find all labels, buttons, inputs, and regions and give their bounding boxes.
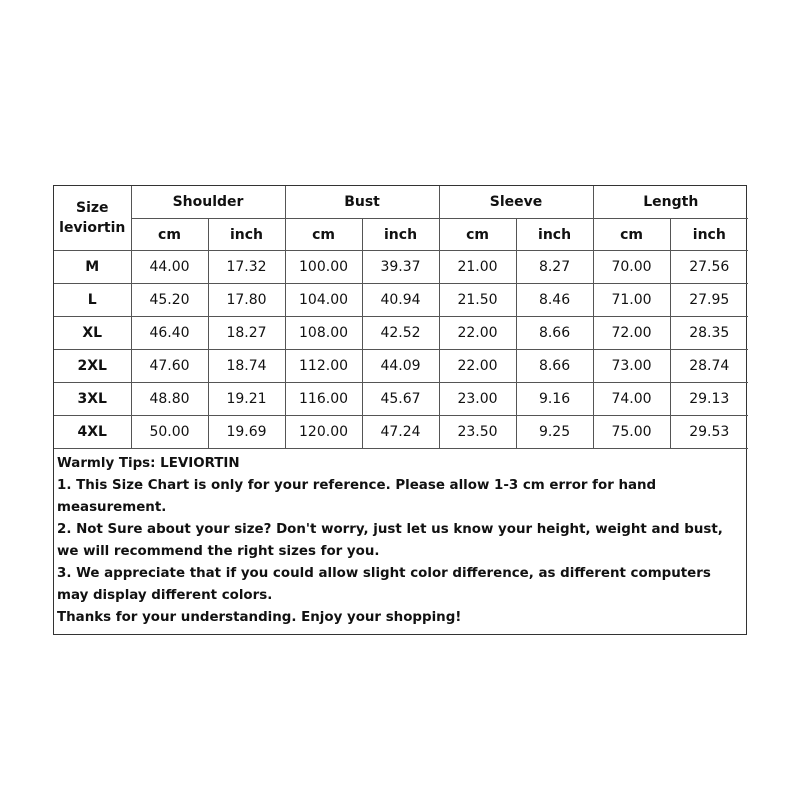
group-header-sleeve: Sleeve xyxy=(439,186,593,219)
value-cell: 45.67 xyxy=(362,383,439,416)
table-row xyxy=(54,383,748,416)
table-row xyxy=(54,350,748,383)
tips-title: Warmly Tips: LEVIORTIN xyxy=(57,456,240,471)
unit-header: cm xyxy=(439,219,516,251)
value-cell: 8.27 xyxy=(516,251,593,284)
value-cell: 42.52 xyxy=(362,317,439,350)
value-cell: 8.66 xyxy=(516,317,593,350)
value-cell: 29.53 xyxy=(670,416,748,449)
value-cell: 70.00 xyxy=(593,251,670,284)
value-cell: 40.94 xyxy=(362,284,439,317)
table-row xyxy=(54,416,748,449)
value-cell: 27.95 xyxy=(670,284,748,317)
value-cell: 116.00 xyxy=(285,383,362,416)
value-cell: 23.50 xyxy=(439,416,516,449)
value-cell: 22.00 xyxy=(439,350,516,383)
group-header-shoulder: Shoulder xyxy=(131,186,285,219)
header-row-units xyxy=(54,219,748,251)
size-chart xyxy=(53,185,747,635)
value-cell: 71.00 xyxy=(593,284,670,317)
tip-line: 2. Not Sure about your size? Don't worry, just let us know your height, weight and bust, we will recommend the right sizes for you. xyxy=(57,522,723,559)
value-cell: 23.00 xyxy=(439,383,516,416)
value-cell: 72.00 xyxy=(593,317,670,350)
value-cell: 112.00 xyxy=(285,350,362,383)
size-column-header xyxy=(54,186,131,251)
tips-section xyxy=(54,449,746,634)
size-table xyxy=(54,186,748,449)
value-cell: 50.00 xyxy=(131,416,208,449)
size-cell: 3XL xyxy=(54,383,131,416)
value-cell: 45.20 xyxy=(131,284,208,317)
value-cell: 46.40 xyxy=(131,317,208,350)
size-header-line2: leviortin xyxy=(59,220,126,236)
value-cell: 44.09 xyxy=(362,350,439,383)
size-cell: L xyxy=(54,284,131,317)
value-cell: 75.00 xyxy=(593,416,670,449)
value-cell: 73.00 xyxy=(593,350,670,383)
value-cell: 28.74 xyxy=(670,350,748,383)
table-row xyxy=(54,251,748,284)
value-cell: 108.00 xyxy=(285,317,362,350)
unit-header: inch xyxy=(670,219,748,251)
unit-header: inch xyxy=(362,219,439,251)
value-cell: 74.00 xyxy=(593,383,670,416)
value-cell: 104.00 xyxy=(285,284,362,317)
value-cell: 27.56 xyxy=(670,251,748,284)
value-cell: 120.00 xyxy=(285,416,362,449)
value-cell: 29.13 xyxy=(670,383,748,416)
unit-header: inch xyxy=(208,219,285,251)
size-cell: XL xyxy=(54,317,131,350)
header-row-groups xyxy=(54,186,748,219)
size-cell: 2XL xyxy=(54,350,131,383)
value-cell: 17.80 xyxy=(208,284,285,317)
value-cell: 17.32 xyxy=(208,251,285,284)
group-header-bust: Bust xyxy=(285,186,439,219)
table-row xyxy=(54,284,748,317)
value-cell: 100.00 xyxy=(285,251,362,284)
size-header-line1: Size xyxy=(75,200,109,216)
value-cell: 8.66 xyxy=(516,350,593,383)
value-cell: 18.74 xyxy=(208,350,285,383)
unit-header: inch xyxy=(516,219,593,251)
value-cell: 47.60 xyxy=(131,350,208,383)
tip-line: 3. We appreciate that if you could allow slight color difference, as different computers may display different colors. xyxy=(57,566,711,603)
size-cell: 4XL xyxy=(54,416,131,449)
value-cell: 22.00 xyxy=(439,317,516,350)
value-cell: 21.50 xyxy=(439,284,516,317)
value-cell: 8.46 xyxy=(516,284,593,317)
value-cell: 28.35 xyxy=(670,317,748,350)
tip-line: 1. This Size Chart is only for your reference. Please allow 1-3 cm error for hand measurement. xyxy=(57,478,657,515)
value-cell: 9.25 xyxy=(516,416,593,449)
table-row xyxy=(54,317,748,350)
value-cell: 39.37 xyxy=(362,251,439,284)
value-cell: 48.80 xyxy=(131,383,208,416)
unit-header: cm xyxy=(131,219,208,251)
size-cell: M xyxy=(54,251,131,284)
group-header-length: Length xyxy=(593,186,748,219)
value-cell: 19.69 xyxy=(208,416,285,449)
value-cell: 44.00 xyxy=(131,251,208,284)
value-cell: 18.27 xyxy=(208,317,285,350)
value-cell: 9.16 xyxy=(516,383,593,416)
tips-closing: Thanks for your understanding. Enjoy your shopping! xyxy=(57,610,462,625)
unit-header: cm xyxy=(285,219,362,251)
value-cell: 19.21 xyxy=(208,383,285,416)
value-cell: 21.00 xyxy=(439,251,516,284)
unit-header: cm xyxy=(593,219,670,251)
value-cell: 47.24 xyxy=(362,416,439,449)
